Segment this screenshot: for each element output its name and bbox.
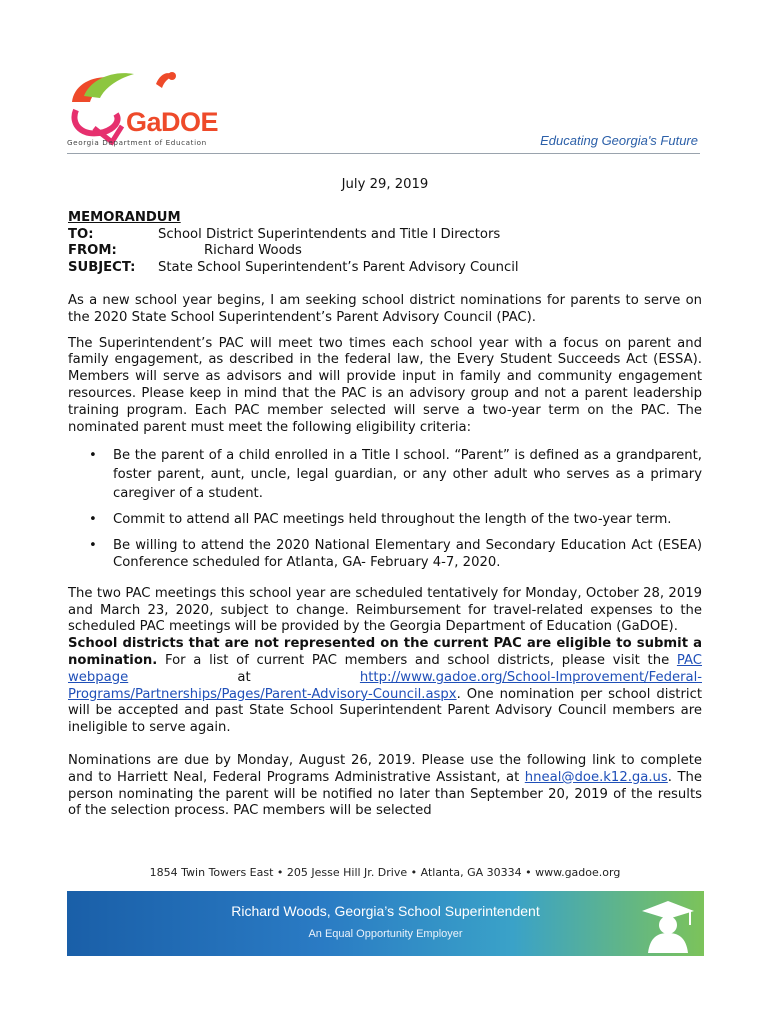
memo-document (68, 177, 702, 820)
pac-url-link[interactable]: http://www.gadoe.org/School-Improvement/Federal-Programs/Partnerships/Pages/Parent-Advisory-Council.aspx (68, 669, 702, 702)
gadoe-logo (64, 66, 224, 150)
paragraph-deadline (68, 753, 702, 820)
eligibility-statement: School districts that are not represented on the current PAC are eligible to submit a nomination. (68, 636, 702, 668)
paragraph-meetings: The two PAC meetings this school year are scheduled tentatively for Monday, October 28, 2019 and March 23, 2020, subject to change. Reimbursement for travel-related expenses to the scheduled PAC meetings will be provided by the Georgia Department of Education (GaDOE). (68, 585, 702, 635)
nomination-text-c: . One nomination per school district will be accepted and past State School Superintendent Parent Advisory Council members are ineligible to serve again. (68, 686, 702, 736)
memo-from-value: Richard Woods (204, 243, 302, 259)
list-item: • Commit to attend all PAC meetings held throughout the length of the two-year term. (68, 512, 702, 529)
list-item: • Be willing to attend the 2020 National Elementary and Secondary Education Act (ESEA) Conference scheduled for Atlanta, GA- February 4-7, 2020. (68, 538, 702, 572)
footer-address: 1854 Twin Towers East • 205 Jesse Hill Jr. Drive • Atlanta, GA 30334 • www.gadoe.org (149, 866, 621, 879)
memo-title: MEMORANDUM (68, 209, 181, 225)
header-divider (67, 153, 700, 154)
list-item: • Be the parent of a child enrolled in a Title I school. “Parent” is defined as a grandparent, foster parent, aunt, uncle, legal guardian, or any other adult who serves as a primary caregiver of a student. (68, 446, 702, 503)
eligibility-list (68, 446, 702, 571)
memo-subject-row (68, 260, 702, 277)
memo-from-label: FROM: (68, 243, 117, 259)
memo-date: July 29, 2019 (341, 177, 429, 192)
memo-to-value: School District Superintendents and Title I Directors (158, 226, 501, 242)
email-link[interactable]: hneal@doe.k12.ga.us (524, 769, 668, 785)
memo-to-label: TO: (68, 226, 94, 242)
deadline-text-b: . The person nominating the parent will be notified no later than September 20, 2019 of the results of the selection process. PAC members will be selected (68, 769, 702, 819)
banner-superintendent: Richard Woods, Georgia’s School Superintendent (231, 903, 540, 919)
graduate-silhouette-icon (634, 895, 698, 953)
memo-from-row (68, 243, 702, 260)
paragraph-nominations (68, 636, 702, 737)
memo-subject-value: State School Superintendent’s Parent Advisory Council (158, 260, 519, 276)
paragraph-pac-description: The Superintendent’s PAC will meet two times each school year with a focus on parent and family engagement, as described in the federal law, the Every Student Succeeds Act (ESSA). Members will serve as advisors and will provide input in family and community engagement resources. Please keep in mind that the PAC is an advisory group and not a parent leadership training program. Each PAC member selected will serve a two-year term on the PAC. The nominated parent must meet the following eligibility criteria: (68, 335, 702, 435)
nomination-text-b: at (128, 669, 360, 685)
logo-wordmark: GaDOE (126, 107, 219, 137)
memo-to-row (68, 227, 702, 244)
footer-banner (67, 891, 704, 956)
deadline-text-a: Nominations are due by Monday, August 26, 2019. Please use the following link to complete and to Harriett Neal, Federal Programs Administrative Assistant, at (68, 752, 702, 785)
header-slogan: Educating Georgia's Future (540, 133, 698, 148)
memo-subject-label: SUBJECT: (68, 260, 136, 276)
banner-equal-opportunity: An Equal Opportunity Employer (308, 928, 463, 940)
nomination-text-a: For a list of current PAC members and school districts, please visit the (157, 652, 677, 668)
logo-tagline: Georgia Department of Education (67, 138, 207, 147)
paragraph-intro: As a new school year begins, I am seeking school district nominations for parents to serve on the 2020 State School Superintendent’s Parent Advisory Council (PAC). (68, 292, 702, 325)
pac-webpage-link[interactable]: PAC webpage (68, 652, 702, 685)
